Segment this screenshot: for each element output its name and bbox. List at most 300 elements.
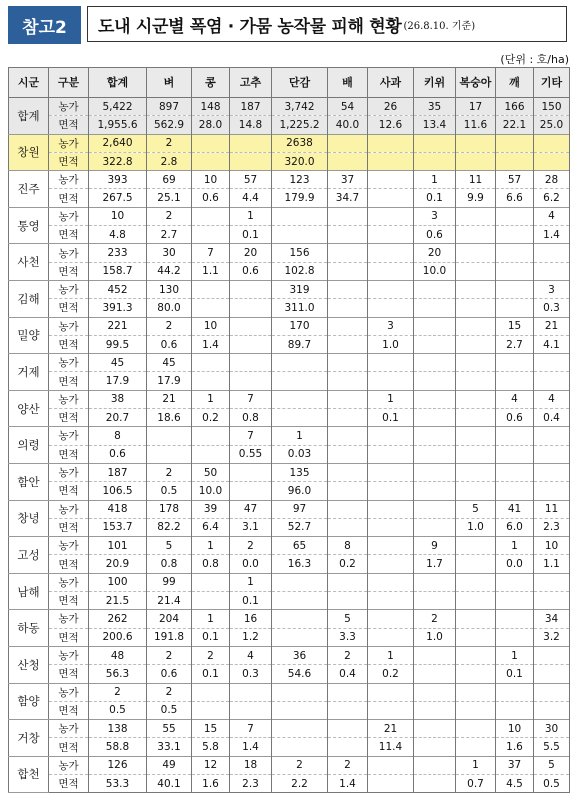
value-cell: 1.4 [534, 226, 570, 244]
value-cell: 7 [230, 720, 272, 738]
value-cell [328, 482, 368, 500]
value-cell [496, 244, 534, 262]
value-cell [368, 537, 414, 555]
table-row [9, 610, 570, 628]
value-cell [192, 152, 230, 170]
value-cell [414, 756, 456, 774]
row-type-cell: 면적 [49, 299, 89, 317]
value-cell: 50 [192, 463, 230, 481]
value-cell [414, 335, 456, 353]
value-cell: 2.3 [534, 518, 570, 536]
value-cell [368, 244, 414, 262]
value-cell [534, 683, 570, 701]
value-cell [414, 354, 456, 372]
value-cell: 4 [534, 390, 570, 408]
value-cell: 1.0 [368, 335, 414, 353]
table-row [9, 463, 570, 481]
table-row [9, 409, 570, 427]
row-type-cell: 면적 [49, 701, 89, 719]
reference-badge: 참고2 [8, 6, 81, 44]
value-cell [496, 207, 534, 225]
value-cell [192, 592, 230, 610]
table-row [9, 555, 570, 573]
value-cell: 0.7 [456, 774, 496, 792]
value-cell: 4.4 [230, 189, 272, 207]
value-cell [368, 482, 414, 500]
value-cell [414, 701, 456, 719]
value-cell: 3 [534, 280, 570, 298]
value-cell [456, 683, 496, 701]
value-cell: 1 [272, 427, 328, 445]
region-cell: 진주 [9, 171, 49, 208]
value-cell: 0.2 [368, 665, 414, 683]
value-cell: 0.5 [147, 701, 192, 719]
value-cell: 319 [272, 280, 328, 298]
title-box [87, 6, 567, 42]
value-cell [192, 573, 230, 591]
value-cell: 25.0 [534, 116, 570, 134]
value-cell: 150 [534, 98, 570, 116]
value-cell [414, 500, 456, 518]
value-cell [534, 592, 570, 610]
value-cell: 3 [414, 207, 456, 225]
value-cell: 1.2 [230, 628, 272, 646]
value-cell: 15 [496, 317, 534, 335]
table-row [9, 774, 570, 792]
value-cell [456, 555, 496, 573]
value-cell: 0.0 [496, 555, 534, 573]
value-cell: 0.1 [368, 409, 414, 427]
value-cell: 4.8 [89, 226, 147, 244]
value-cell: 0.6 [192, 189, 230, 207]
value-cell [328, 701, 368, 719]
table-row [9, 592, 570, 610]
value-cell: 10 [192, 171, 230, 189]
value-cell: 4 [534, 207, 570, 225]
column-header: 시군 [9, 68, 49, 98]
value-cell [368, 683, 414, 701]
row-type-cell: 면적 [49, 116, 89, 134]
value-cell [456, 152, 496, 170]
column-header: 단감 [272, 68, 328, 98]
value-cell: 20.9 [89, 555, 147, 573]
value-cell: 0.3 [534, 299, 570, 317]
value-cell: 1 [414, 171, 456, 189]
value-cell [272, 720, 328, 738]
value-cell: 221 [89, 317, 147, 335]
value-cell [456, 427, 496, 445]
row-type-cell: 농가 [49, 756, 89, 774]
value-cell [328, 262, 368, 280]
value-cell [496, 152, 534, 170]
table-row [9, 372, 570, 390]
value-cell: 200.6 [89, 628, 147, 646]
value-cell: 4.5 [496, 774, 534, 792]
value-cell [456, 537, 496, 555]
value-cell: 179.9 [272, 189, 328, 207]
value-cell: 1 [496, 537, 534, 555]
value-cell [368, 610, 414, 628]
row-type-cell: 면적 [49, 152, 89, 170]
value-cell [456, 701, 496, 719]
value-cell [496, 226, 534, 244]
value-cell [328, 335, 368, 353]
row-type-cell: 농가 [49, 683, 89, 701]
value-cell [414, 299, 456, 317]
value-cell [328, 299, 368, 317]
value-cell [496, 372, 534, 390]
value-cell: 153.7 [89, 518, 147, 536]
value-cell: 106.5 [89, 482, 147, 500]
value-cell: 2 [272, 756, 328, 774]
value-cell [414, 152, 456, 170]
row-type-cell: 면적 [49, 262, 89, 280]
value-cell [456, 738, 496, 756]
value-cell: 0.1 [414, 189, 456, 207]
value-cell: 10 [192, 317, 230, 335]
value-cell [328, 518, 368, 536]
value-cell: 37 [496, 756, 534, 774]
value-cell [328, 152, 368, 170]
value-cell: 11.6 [456, 116, 496, 134]
value-cell [534, 665, 570, 683]
value-cell [328, 244, 368, 262]
value-cell [368, 774, 414, 792]
header-row [9, 68, 570, 98]
value-cell [192, 134, 230, 152]
value-cell: 0.8 [230, 409, 272, 427]
value-cell: 20.7 [89, 409, 147, 427]
value-cell: 56.3 [89, 665, 147, 683]
value-cell: 2 [147, 317, 192, 335]
region-cell: 합천 [9, 756, 49, 793]
value-cell: 26 [368, 98, 414, 116]
value-cell: 55 [147, 720, 192, 738]
value-cell: 2 [147, 646, 192, 664]
value-cell: 34 [534, 610, 570, 628]
value-cell: 21.5 [89, 592, 147, 610]
value-cell [414, 372, 456, 390]
value-cell: 17 [456, 98, 496, 116]
value-cell [496, 262, 534, 280]
value-cell: 1.7 [414, 555, 456, 573]
region-cell: 통영 [9, 207, 49, 244]
table-row [9, 720, 570, 738]
row-type-cell: 면적 [49, 409, 89, 427]
value-cell [456, 409, 496, 427]
value-cell: 97 [272, 500, 328, 518]
value-cell [414, 280, 456, 298]
value-cell [496, 610, 534, 628]
value-cell: 0.1 [496, 665, 534, 683]
value-cell [496, 628, 534, 646]
value-cell [192, 207, 230, 225]
region-cell: 합계 [9, 98, 49, 135]
table-row [9, 500, 570, 518]
value-cell [328, 390, 368, 408]
date-note: (26.8.10. 기준) [403, 20, 476, 32]
value-cell: 126 [89, 756, 147, 774]
value-cell [328, 427, 368, 445]
value-cell: 99 [147, 573, 192, 591]
row-type-cell: 농가 [49, 500, 89, 518]
row-type-cell: 면적 [49, 738, 89, 756]
value-cell [496, 592, 534, 610]
value-cell: 187 [89, 463, 147, 481]
value-cell: 322.8 [89, 152, 147, 170]
table-row [9, 152, 570, 170]
value-cell [272, 409, 328, 427]
value-cell: 21 [368, 720, 414, 738]
value-cell [534, 262, 570, 280]
table-row [9, 280, 570, 298]
column-header: 구분 [49, 68, 89, 98]
value-cell: 0.4 [328, 665, 368, 683]
value-cell [328, 207, 368, 225]
value-cell: 0.1 [192, 665, 230, 683]
value-cell [534, 372, 570, 390]
value-cell: 52.7 [272, 518, 328, 536]
row-type-cell: 농가 [49, 390, 89, 408]
value-cell [414, 518, 456, 536]
value-cell [368, 189, 414, 207]
value-cell: 4 [496, 390, 534, 408]
value-cell [534, 573, 570, 591]
row-type-cell: 농가 [49, 134, 89, 152]
value-cell [368, 555, 414, 573]
value-cell: 10 [496, 720, 534, 738]
table-row [9, 244, 570, 262]
value-cell: 18 [230, 756, 272, 774]
value-cell [456, 482, 496, 500]
value-cell: 58.8 [89, 738, 147, 756]
row-type-cell: 농가 [49, 354, 89, 372]
value-cell: 0.6 [147, 665, 192, 683]
value-cell: 262 [89, 610, 147, 628]
value-cell: 6.0 [496, 518, 534, 536]
value-cell [368, 500, 414, 518]
value-cell [328, 592, 368, 610]
value-cell [456, 390, 496, 408]
table-row [9, 262, 570, 280]
value-cell: 0.5 [534, 774, 570, 792]
table-row [9, 116, 570, 134]
value-cell [272, 592, 328, 610]
value-cell [368, 134, 414, 152]
value-cell: 2 [147, 463, 192, 481]
value-cell: 2 [230, 537, 272, 555]
value-cell: 178 [147, 500, 192, 518]
value-cell [192, 372, 230, 390]
value-cell [230, 134, 272, 152]
value-cell [272, 701, 328, 719]
page-title: 도내 시군별 폭염 · 가뭄 농작물 피해 현황 [98, 16, 402, 37]
region-cell: 거제 [9, 354, 49, 391]
value-cell [230, 482, 272, 500]
value-cell [534, 482, 570, 500]
value-cell: 69 [147, 171, 192, 189]
value-cell [192, 427, 230, 445]
value-cell: 123 [272, 171, 328, 189]
value-cell: 8 [89, 427, 147, 445]
value-cell [328, 720, 368, 738]
value-cell: 2.7 [496, 335, 534, 353]
value-cell [414, 774, 456, 792]
value-cell [192, 701, 230, 719]
row-type-cell: 농가 [49, 207, 89, 225]
value-cell: 6.6 [496, 189, 534, 207]
value-cell [368, 756, 414, 774]
value-cell [272, 390, 328, 408]
unit-note: (단위 : 호/ha) [500, 53, 569, 66]
value-cell [456, 335, 496, 353]
value-cell [368, 152, 414, 170]
value-cell: 1 [192, 610, 230, 628]
value-cell: 11 [456, 171, 496, 189]
value-cell: 0.1 [192, 628, 230, 646]
value-cell: 89.7 [272, 335, 328, 353]
value-cell [414, 592, 456, 610]
header [8, 6, 569, 44]
value-cell: 158.7 [89, 262, 147, 280]
value-cell: 2 [147, 207, 192, 225]
table-row [9, 518, 570, 536]
value-cell: 5 [456, 500, 496, 518]
value-cell [534, 646, 570, 664]
value-cell [328, 280, 368, 298]
value-cell: 2 [89, 683, 147, 701]
value-cell: 1 [456, 756, 496, 774]
value-cell: 0.8 [147, 555, 192, 573]
value-cell: 102.8 [272, 262, 328, 280]
value-cell: 33.1 [147, 738, 192, 756]
value-cell: 187 [230, 98, 272, 116]
row-type-cell: 면적 [49, 335, 89, 353]
value-cell [456, 610, 496, 628]
column-header: 합계 [89, 68, 147, 98]
value-cell: 65 [272, 537, 328, 555]
value-cell: 1.6 [192, 774, 230, 792]
value-cell: 14.8 [230, 116, 272, 134]
value-cell: 1.6 [496, 738, 534, 756]
value-cell [456, 445, 496, 463]
value-cell [456, 207, 496, 225]
value-cell [230, 354, 272, 372]
value-cell: 30 [534, 720, 570, 738]
region-cell: 하동 [9, 610, 49, 647]
value-cell: 1 [192, 537, 230, 555]
value-cell [328, 409, 368, 427]
value-cell: 452 [89, 280, 147, 298]
value-cell [368, 628, 414, 646]
value-cell: 897 [147, 98, 192, 116]
value-cell: 6.2 [534, 189, 570, 207]
value-cell: 16 [230, 610, 272, 628]
value-cell: 101 [89, 537, 147, 555]
table-row [9, 98, 570, 116]
value-cell: 21 [147, 390, 192, 408]
row-type-cell: 농가 [49, 720, 89, 738]
table-row [9, 189, 570, 207]
value-cell [368, 299, 414, 317]
value-cell: 57 [496, 171, 534, 189]
value-cell: 0.1 [230, 226, 272, 244]
value-cell: 1 [496, 646, 534, 664]
value-cell [368, 592, 414, 610]
value-cell: 10.0 [192, 482, 230, 500]
value-cell [272, 354, 328, 372]
row-type-cell: 농가 [49, 427, 89, 445]
value-cell [456, 262, 496, 280]
value-cell: 0.3 [230, 665, 272, 683]
value-cell [414, 665, 456, 683]
value-cell: 45 [89, 354, 147, 372]
value-cell [456, 720, 496, 738]
value-cell: 21.4 [147, 592, 192, 610]
column-header: 사과 [368, 68, 414, 98]
table-row [9, 573, 570, 591]
value-cell: 130 [147, 280, 192, 298]
value-cell [456, 134, 496, 152]
region-cell: 고성 [9, 537, 49, 574]
value-cell: 2,640 [89, 134, 147, 152]
value-cell [230, 152, 272, 170]
value-cell [328, 226, 368, 244]
value-cell: 5.5 [534, 738, 570, 756]
value-cell: 562.9 [147, 116, 192, 134]
value-cell: 99.5 [89, 335, 147, 353]
value-cell [456, 354, 496, 372]
value-cell [272, 610, 328, 628]
value-cell: 1.1 [192, 262, 230, 280]
value-cell: 6.4 [192, 518, 230, 536]
row-type-cell: 면적 [49, 518, 89, 536]
value-cell [328, 134, 368, 152]
value-cell: 22.1 [496, 116, 534, 134]
value-cell [414, 134, 456, 152]
value-cell [534, 463, 570, 481]
value-cell: 2 [328, 646, 368, 664]
value-cell [456, 592, 496, 610]
value-cell: 3,742 [272, 98, 328, 116]
value-cell: 30 [147, 244, 192, 262]
value-cell: 7 [192, 244, 230, 262]
value-cell: 57 [230, 171, 272, 189]
value-cell: 36 [272, 646, 328, 664]
value-cell: 3.2 [534, 628, 570, 646]
value-cell: 47 [230, 500, 272, 518]
region-cell: 남해 [9, 573, 49, 610]
value-cell [328, 463, 368, 481]
value-cell [414, 463, 456, 481]
value-cell: 48 [89, 646, 147, 664]
value-cell [230, 280, 272, 298]
damage-table [8, 67, 570, 793]
table-row [9, 665, 570, 683]
value-cell [272, 226, 328, 244]
region-cell: 의령 [9, 427, 49, 464]
value-cell [368, 372, 414, 390]
value-cell [368, 262, 414, 280]
value-cell: 5.8 [192, 738, 230, 756]
value-cell [534, 427, 570, 445]
row-type-cell: 면적 [49, 774, 89, 792]
row-type-cell: 면적 [49, 592, 89, 610]
value-cell: 49 [147, 756, 192, 774]
value-cell [368, 701, 414, 719]
value-cell [328, 683, 368, 701]
region-cell: 산청 [9, 646, 49, 683]
